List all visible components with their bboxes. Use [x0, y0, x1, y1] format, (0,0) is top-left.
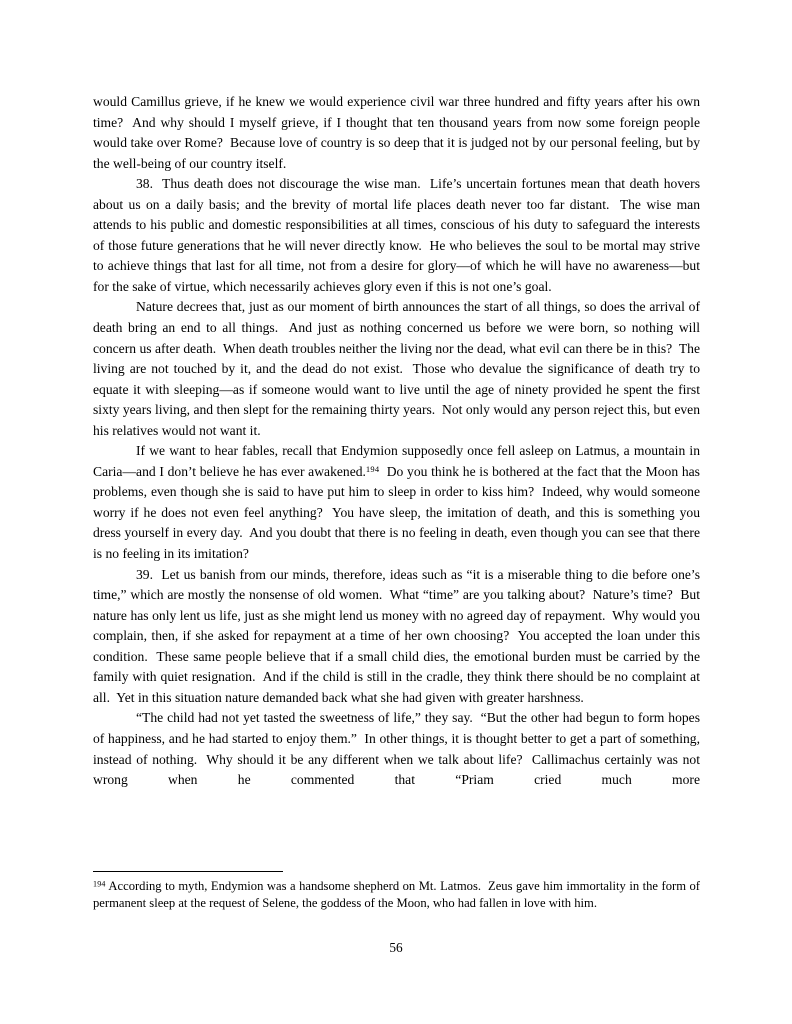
paragraph-camillus: would Camillus grieve, if he knew we would experience civil war three hundred and fifty years after his own time? And why should I myself grieve, if I thought that ten thousand years from now some foreign people would take over Rome? Because love of country is so deep that it is judged not by our personal feeling, but by the well-being of our country itself.	[93, 94, 704, 171]
footnote-text: According to myth, Endymion was a handsome shepherd on Mt. Latmos. Zeus gave him immortality in the form of permanent sleep at the request of Selene, the goddess of the Moon, who had fallen in love with him.	[93, 879, 704, 910]
paragraph-text: If we want to hear fables, recall that Endymion supposedly once fell asleep on Latmus, a mountain in Caria—and I don’t believe he has ever awakened.	[93, 443, 704, 479]
paragraph-endymion	[93, 441, 704, 564]
paragraph-child-sweetness: “The child had not yet tasted the sweetness of life,” they say. “But the other had begun to form hopes of happiness, and he had started to enjoy them.” In other things, it is thought better to get a part of something, instead of nothing. Why should it be any different when we talk about life? Callimachus certainly was not wrong when he commented that “Priam cried much more	[93, 710, 704, 788]
footnote	[93, 878, 704, 912]
footnote-reference-194: 194	[365, 463, 380, 474]
footnote-marker-194: 194	[93, 879, 106, 889]
paragraph-38-wise-man: 38. Thus death does not discourage the wise man. Life’s uncertain fortunes mean that death hovers about us on a daily basis; and the brevity of mortal life places death never too far distant. The wise man attends to his public and domestic responsibilities at all times, conscious of his duty to safeguard the interests of those future generations that he will never directly know. He who believes the soul to be mortal may strive to achieve things that last for all time, not from a desire for glory—of which he will have no awareness—but for the sake of virtue, which necessarily achieves glory even if this is not one’s goal.	[93, 176, 704, 294]
paragraph-nature-decrees: Nature decrees that, just as our moment of birth announces the start of all things, so does the arrival of death bring an end to all things. And just as nothing concerned us before we were born, so nothing will concern us after death. When death troubles neither the living nor the dead, what evil can there be in this? The living are not touched by it, and the dead do not exist. Those who devalue the significance of death try to equate it with sleeping—as if someone would want to live until the age of ninety provided he spent the first sixty years living, and then slept for the remaining thirty years. Not only would any person reject this, but even his relatives would not want it.	[93, 299, 704, 438]
footnote-separator-line	[93, 871, 283, 872]
page-number: 56	[389, 940, 403, 955]
paragraph-39-banish: 39. Let us banish from our minds, therefore, ideas such as “it is a miserable thing to die before one’s time,” which are mostly the nonsense of old women. What “time” are you talking about? Nature’s time? But nature has only lent us life, just as she might lend us money with no agreed day of repayment. Why would you complain, then, if she asked for repayment at a time of her own choosing? You accepted the loan under this condition. These same people believe that if a small child dies, the emotional burden must be carried by the family with quiet resignation. And if the child is still in the cradle, they think there should be no complaint at all. Yet in this situation nature demanded back what she had given with greater harshness.	[93, 566, 704, 705]
body-text	[93, 92, 704, 791]
paragraph-text: Do you think he is bothered at the fact that the Moon has problems, even though she is said to have put him to sleep in order to kiss him? Indeed, why would someone worry if he does not even feel anything? You have sleep, the imitation of death, and this is something you dress yourself in every day. And you doubt that there is no feeling in death, even though you can see that there is no feeling in its imitation?	[93, 463, 704, 562]
